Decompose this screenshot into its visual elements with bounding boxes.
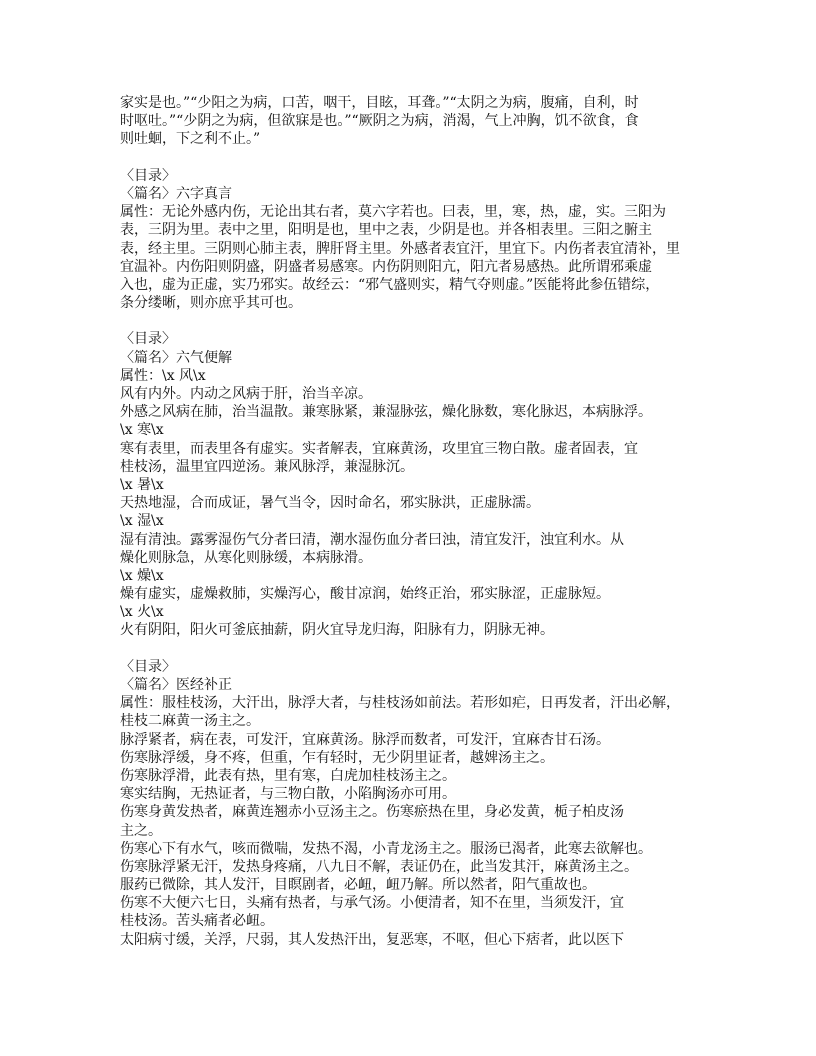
text-line: 家实是也。”“少阳之为病，口苦，咽干，目眩，耳聋。”“太阴之为病，腹痛，自利，时 bbox=[120, 95, 639, 111]
text-line: 桂枝汤。苦头痛者必衄。 bbox=[120, 913, 274, 930]
text-line: 伤寒脉浮滑，此表有热，里有寒，白虎加桂枝汤主之。 bbox=[120, 767, 456, 784]
text-line: 桂枝二麻黄一汤主之。 bbox=[120, 713, 260, 730]
spacer bbox=[120, 640, 700, 658]
text-line: 表，经主里。三阴则心肺主表，脾肝肾主里。外感者表宜汗，里宜下。内伤者表宜清补，里 bbox=[120, 240, 680, 257]
toc-marker: 〈目录〉 bbox=[120, 167, 176, 184]
text-line: 服药已微除，其人发汗，目瞑剧者，必衄，衄乃解。所以然者，阳气重故也。 bbox=[120, 877, 596, 894]
text-line: 伤寒不大便六七日，头痛有热者，与承气汤。小便清者，知不在里，当须发汗，宜 bbox=[120, 895, 624, 912]
text-line: \x 寒\x bbox=[120, 422, 164, 439]
section-title: 〈篇名〉医经补正 bbox=[120, 677, 232, 693]
text-line: 燥有虚实，虚燥救肺，实燥泻心，酸甘凉润，始终正治，邪实脉涩，正虚脉短。 bbox=[120, 586, 610, 603]
document-page bbox=[120, 94, 700, 949]
spacer bbox=[120, 312, 700, 330]
section-liuzi-zhenyan bbox=[120, 167, 700, 313]
intro-paragraph bbox=[120, 94, 700, 149]
text-line: 天热地湿，合而成证，暑气当令，因时命名，邪实脉洪，正虚脉濡。 bbox=[120, 495, 540, 512]
section-liuqi-bianjie bbox=[120, 330, 700, 639]
text-line: 寒有表里，而表里各有虚实。实者解表，宜麻黄汤，攻里宜三物白散。虚者固表，宜 bbox=[120, 440, 638, 457]
text-line: 则吐蛔，下之利不止。” bbox=[120, 131, 261, 148]
text-line: 属性：无论外感内伤，无论出其右者，莫六字若也。曰表，里，寒，热，虚，实。三阳为 bbox=[120, 204, 666, 221]
text-line: 条分缕晰，则亦庶乎其可也。 bbox=[120, 295, 302, 312]
text-line: \x 火\x bbox=[120, 604, 164, 621]
section-title: 〈篇名〉六气便解 bbox=[120, 349, 232, 366]
text-line: \x 暑\x bbox=[120, 476, 164, 493]
text-line: 时呕吐。”“少阴之为病，但欲寐是也。”“厥阴之为病，消渴，气上冲胸，饥不欲食，食 bbox=[120, 113, 639, 130]
text-line: 太阳病寸缓，关浮，尺弱，其人发热汗出，复恶寒，不呕，但心下痞者，此以医下 bbox=[120, 931, 624, 948]
toc-marker: 〈目录〉 bbox=[120, 658, 176, 675]
text-line: 桂枝汤，温里宜四逆汤。兼风脉浮，兼湿脉沉。 bbox=[120, 458, 414, 475]
text-line: 伤寒脉浮缓，身不疼，但重，乍有轻时，无少阴里证者，越婢汤主之。 bbox=[120, 749, 554, 766]
text-line: 寒实结胸，无热证者，与三物白散，小陷胸汤亦可用。 bbox=[120, 786, 456, 803]
text-line: 伤寒脉浮紧无汗，发热身疼痛，八九日不解，表证仍在，此当发其汗，麻黄汤主之。 bbox=[120, 858, 638, 875]
text-line: 湿有清浊。露雾湿伤气分者曰清，潮水湿伤血分者曰浊，清宜发汗，浊宜利水。从 bbox=[120, 531, 624, 548]
text-line: 属性：\x 风\x bbox=[120, 367, 206, 384]
toc-marker: 〈目录〉 bbox=[120, 331, 176, 348]
text-line: 宜温补。内伤阳则阴盛，阴盛者易感寒。内伤阴则阳亢，阳亢者易感热。此所谓邪乘虚 bbox=[120, 258, 652, 275]
text-line: 伤寒身黄发热者，麻黄连翘赤小豆汤主之。伤寒瘀热在里，身必发黄，栀子柏皮汤 bbox=[120, 804, 624, 821]
text-line: 风有内外。内动之风病于肝，治当辛凉。 bbox=[120, 386, 372, 402]
text-line: 主之。 bbox=[120, 822, 162, 839]
text-line: 入也，虚为正虚，实乃邪实。故经云：“邪气盛则实，精气夺则虚。”医能将此参伍错综， bbox=[120, 276, 660, 293]
text-line: \x 湿\x bbox=[120, 513, 164, 530]
text-line: 外感之风病在肺，治当温散。兼寒脉紧，兼湿脉弦，燥化脉数，寒化脉迟，本病脉浮。 bbox=[120, 404, 652, 421]
text-line: 燥化则脉急，从寒化则脉缓，本病脉滑。 bbox=[120, 549, 372, 566]
text-line: 属性：服桂枝汤，大汗出，脉浮大者，与桂枝汤如前法。若形如疟，日再发者，汗出必解， bbox=[120, 695, 680, 712]
section-yijing-buzheng bbox=[120, 658, 700, 949]
text-line: 表，三阴为里。表中之里，阳明是也，里中之表，少阴是也。并各相表里。三阳之腑主 bbox=[120, 222, 652, 239]
text-line: 伤寒心下有水气，咳而微喘，发热不渴，小青龙汤主之。服汤已渴者，此寒去欲解也。 bbox=[120, 840, 652, 857]
spacer bbox=[120, 149, 700, 167]
text-line: 脉浮紧者，病在表，可发汗，宜麻黄汤。脉浮而数者，可发汗，宜麻杏甘石汤。 bbox=[120, 731, 610, 748]
section-title: 〈篇名〉六字真言 bbox=[120, 185, 232, 202]
text-line: 火有阴阳，阳火可釜底抽薪，阴火宜导龙归海，阳脉有力，阴脉无神。 bbox=[120, 622, 554, 639]
text-line: \x 燥\x bbox=[120, 567, 164, 584]
